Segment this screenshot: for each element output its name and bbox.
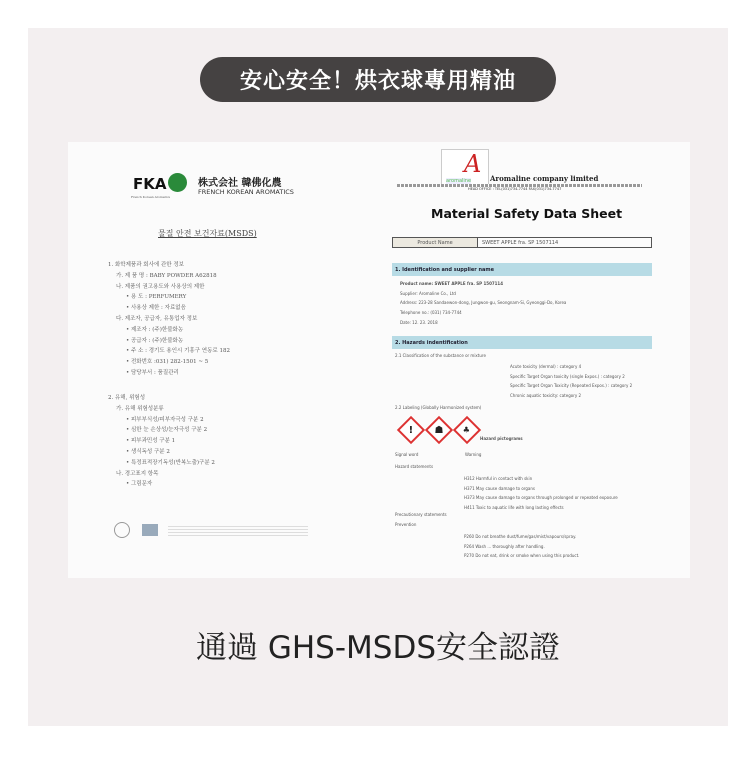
environment-pictogram-icon: ♣ [453,416,481,444]
aromaline-logo: A aromaline [441,149,489,187]
msds-documents [68,142,690,578]
fka-logo-mark-icon [168,173,187,192]
section-identification-header: 1. Identification and supplier name [392,263,652,276]
footer-address-text [168,524,308,538]
korean-msds-document: FKA French Korean Aromatics 株式会社 韓佛化農 FRENCH KOREAN AROMATICS 물질 안전 보건자료(MSDS) 1. 화학제품과 회사에 관한 정보 가. 제 품 명 : BABY POWDER A62818 나. 제품의 권고용도와 사용상의 제한 • 용 도 : PERFUMERY • 사용상 제한 : 자료없음 다. 제조자, 공급자, 유통업자 정보 • 제조자 : (주)한불화농 • 공급자 : (주)한불화농 • 주 소 : 경기도 용인시 기흥구 연동로 182 • 전화번호 :031) 282-1501 ~ 5 • 담당부서 : 품질관리 2. 유해, 위험성 가. 유해 위험성분류 • 피부부식성/피부자극성 구분 2 • 심한 눈 손상성/눈자극성 구분 2 • 피부과민성 구분 1 • 생식독성 구분 2 • 특정표적장기독성(반복노출)구분 2 나. 경고표지 항목 • 그림문자 [68,142,368,578]
section-1: 1. 화학제품과 회사에 관한 정보 가. 제 품 명 : BABY POWDER A62818 나. 제품의 권고용도와 사용상의 제한 • 용 도 : PERFUMERY • 사용상 제한 : 자료없음 다. 제조자, 공급자, 유통업자 정보 • 제조자 : (주)한불화농 • 공급자 : (주)한불화농 • 주 소 : 경기도 용인시 기흥구 연동로 182 • 전화번호 :031) 282-1501 ~ 5 • 담당부서 : 품질관리 [108,262,230,376]
msds-title: Material Safety Data Sheet [431,206,623,221]
fka-logo: FKA [133,175,167,193]
health-hazard-pictogram-icon: ☗ [425,416,453,444]
headline-banner: 安心安全！烘衣球專用精油 [200,57,556,102]
certification-caption: 通過 GHS-MSDS安全認證 [195,630,561,666]
section-hazards-header: 2. Hazards indentification [392,336,652,349]
section-2: 2. 유해, 위험성 가. 유해 위험성분류 • 피부부식성/피부자극성 구분 2 • 심한 눈 손상성/눈자극성 구분 2 • 피부과민성 구분 1 • 생식독성 구분 2 • 특정표적장기독성(반복노출)구분 2 나. 경고표지 항목 • 그림문자 [108,395,215,488]
product-name-table: Product Name SWEET APPLE fra. SP 1507114 [392,237,652,248]
certification-badge-icon [142,524,158,536]
exclamation-pictogram-icon: ! [397,416,425,444]
certification-seal-icon [114,522,130,538]
doc-title: 물질 안전 보건자료(MSDS) [158,229,257,238]
english-msds-document: A aromaline Aromaline company limited HEAD OFFICE : TEL(031)734-7744 FAX(031)734-7747 Material Safety Data Sheet Product Name SWEET APPLE fra. SP 1507114 1. Identification and supplier name Product name: SWEET APPLE fra. SP 1507114 Supplier: Aromaline Co., Ltd Address: 223-28 Sandaewon-dong, Jungwon-gu, Seongnam-Si, Gyeonggi-Do, Korea Telephone no.: (031) 734-7744 Date: 12. 23. 2018 2. Hazards indentification 2.1 Classification of the substance or mixture Acute toxicity (dermal) : category 4 Specific Target Organ toxicity (single Expos.) : category 2 Specific Target Organ Toxicity (Repeated Expos.) : category 2 Chronic aquatic toxicity: category 2 2.2 Labeling (Globally Harmonized system) ! ☗ ♣ Hazard pictograms Signal word Warning Hazard statements H312 Harmful in contact with skin H371 May cause damage to organs H373 May cause damage to organs through prolonged or repeated exposure H411 Toxic to aquatic life with long lasting effects Precautionary statements Prevention P260 Do not breathe dust/fume/gas/mist/vapours/spray. P264 Wash ... thoroughly after handling. P270 Do not eat, drink or smoke when using this product. [365,142,690,578]
